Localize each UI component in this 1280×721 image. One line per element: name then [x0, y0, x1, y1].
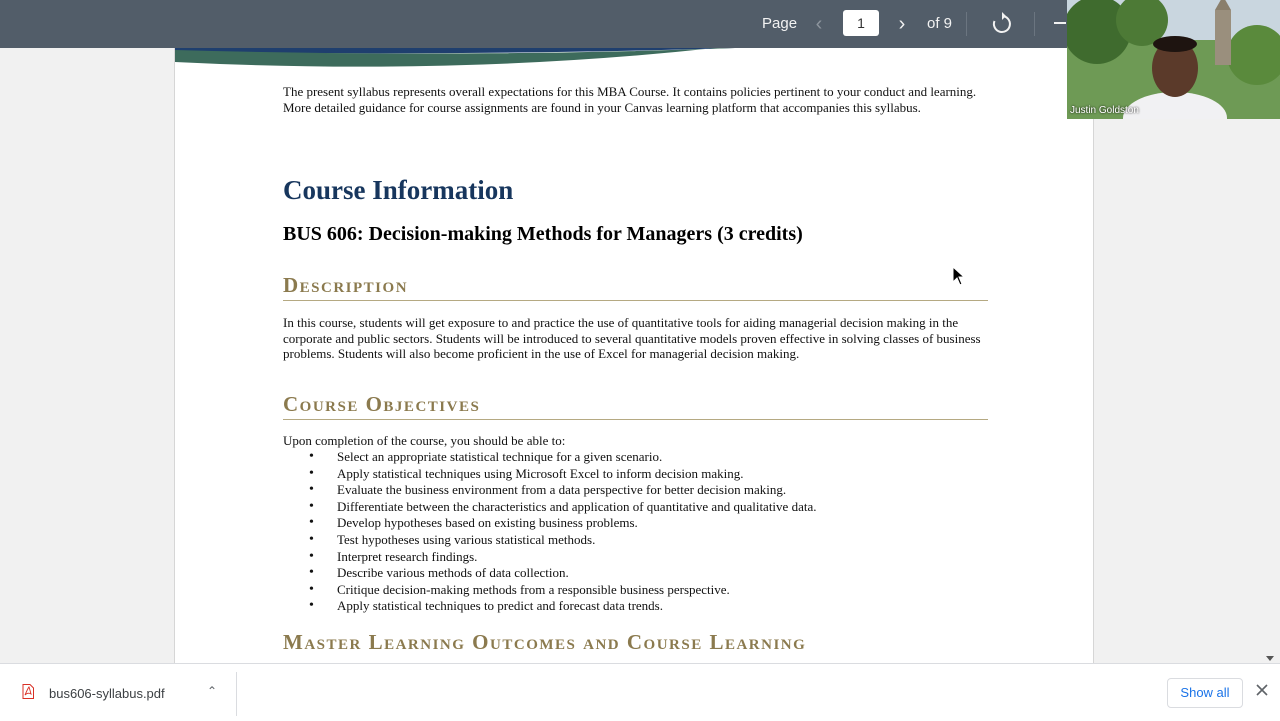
learning-outcomes-heading: Master Learning Outcomes and Course Learning	[283, 630, 807, 654]
page-number-input[interactable]: 1	[843, 10, 879, 36]
scroll-down-arrow[interactable]	[1266, 656, 1274, 661]
course-objectives-heading: Course Objectives	[283, 392, 988, 420]
webcam-video	[1067, 0, 1280, 119]
close-icon[interactable]	[1255, 683, 1269, 697]
toolbar-separator	[1034, 12, 1035, 36]
toolbar-separator	[966, 12, 967, 36]
description-text: In this course, students will get exposure to and practice the use of quantitative tools for aiding managerial decision making in the corporate and public sectors. Students will be introduced to several quantitative models proven effective in solving classes of business problems. Students will also become proficient in the use of Excel for managerial decision making.	[283, 315, 981, 361]
previous-page-button[interactable]	[808, 12, 830, 36]
cursor-icon	[952, 266, 966, 286]
page-header-banner	[175, 48, 735, 78]
download-filename[interactable]: bus606-syllabus.pdf	[49, 686, 165, 701]
list-item: • Select an appropriate statistical technique for a given scenario.	[283, 449, 816, 466]
pdf-file-icon	[22, 684, 34, 699]
pdf-page	[174, 48, 1094, 663]
list-item: • Test hypotheses using various statistical methods.	[283, 532, 816, 549]
zoom-out-button[interactable]	[1054, 22, 1066, 24]
course-information-heading: Course Information	[283, 175, 514, 205]
next-page-button[interactable]	[891, 12, 913, 36]
course-title: BUS 606: Decision-making Methods for Managers (3 credits)	[283, 223, 803, 245]
list-item: • Apply statistical techniques to predict and forecast data trends.	[283, 598, 816, 615]
chevron-left-icon: ‹	[815, 13, 823, 35]
participant-name: Justin Goldston	[1070, 105, 1139, 116]
chevron-right-icon: ›	[898, 13, 906, 35]
list-item: • Interpret research findings.	[283, 549, 816, 566]
rotate-button[interactable]	[990, 11, 1014, 37]
show-all-button[interactable]: Show all	[1167, 678, 1243, 708]
description-heading: Description	[283, 273, 988, 301]
webcam-feed	[1067, 0, 1280, 119]
page-total: of 9	[927, 15, 953, 32]
list-item: • Develop hypotheses based on existing business problems.	[283, 515, 816, 532]
pdf-viewer[interactable]	[0, 48, 1280, 663]
objectives-list	[283, 449, 816, 615]
download-separator	[236, 672, 237, 716]
page-label: Page	[762, 15, 798, 32]
download-shelf	[0, 663, 1280, 721]
list-item: • Evaluate the business environment from a data perspective for better decision making.	[283, 482, 816, 499]
list-item: • Differentiate between the characteristics and application of quantitative and qualitative data.	[283, 499, 816, 516]
rotate-icon	[990, 11, 1014, 37]
syllabus-intro: The present syllabus represents overall expectations for this MBA Course. It contains policies pertinent to your conduct and learning. More detailed guidance for course assignments are found in your Canvas learning platform that accompanies this syllabus.	[283, 84, 977, 115]
list-item: • Critique decision-making methods from a responsible business perspective.	[283, 582, 816, 599]
list-item: • Describe various methods of data collection.	[283, 565, 816, 582]
download-options-button[interactable]	[207, 684, 217, 698]
objectives-intro: Upon completion of the course, you should be able to:	[283, 433, 566, 448]
chevron-up-icon: ⌃	[207, 684, 218, 698]
list-item: • Apply statistical techniques using Microsoft Excel to inform decision making.	[283, 466, 816, 483]
